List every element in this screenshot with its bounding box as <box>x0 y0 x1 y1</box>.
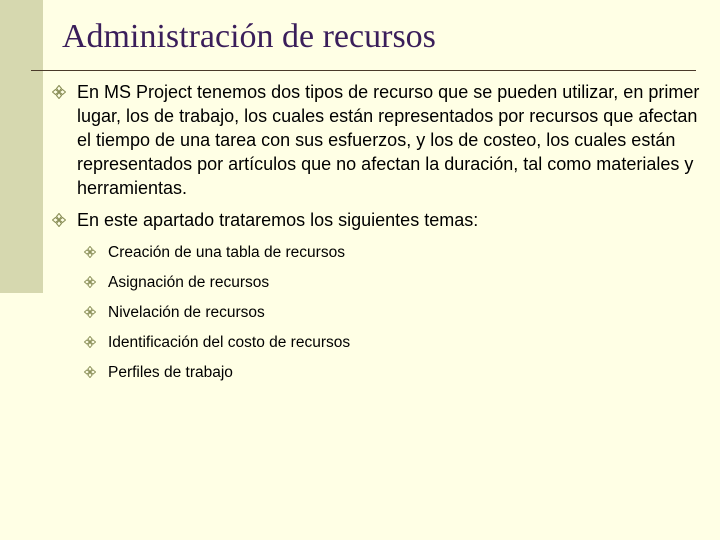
diamond-bullet-icon <box>52 213 66 227</box>
sub-bullet-item <box>84 332 702 354</box>
sub-bullet-text: Asignación de recursos <box>108 274 270 291</box>
sub-bullet-text: Perfiles de trabajo <box>108 364 233 381</box>
sub-bullet-text: Creación de una tabla de recursos <box>108 244 345 261</box>
sub-bullet-text: Identificación del costo de recursos <box>108 334 351 351</box>
diamond-bullet-icon <box>84 336 96 348</box>
sub-bullet-item <box>84 302 702 324</box>
sub-bullet-text: Nivelación de recursos <box>108 304 265 321</box>
sub-bullet-item <box>84 362 702 384</box>
sub-bullet-item <box>84 242 702 264</box>
diamond-bullet-icon <box>52 85 66 99</box>
sub-bullet-item <box>84 272 702 294</box>
diamond-bullet-icon <box>84 306 96 318</box>
side-accent-bar <box>0 0 43 293</box>
diamond-bullet-icon <box>84 366 96 378</box>
bullet-text: En MS Project tenemos dos tipos de recurso que se pueden utilizar, en primer lugar, los de trabajo, los cuales están representados por recursos que afectan el tiempo de una tarea con sus esfuerzos, y los de costeo, los cuales están representados por artículos que no afectan la duración, tal como materiales y herramientas. <box>77 82 700 198</box>
diamond-bullet-icon <box>84 246 96 258</box>
bullet-item <box>52 80 702 200</box>
bullet-item <box>52 208 702 232</box>
slide-content <box>52 80 702 392</box>
diamond-bullet-icon <box>84 276 96 288</box>
bullet-text: En este apartado trataremos los siguientes temas: <box>77 210 479 230</box>
slide-title: Administración de recursos <box>62 18 436 55</box>
title-divider <box>31 70 696 71</box>
